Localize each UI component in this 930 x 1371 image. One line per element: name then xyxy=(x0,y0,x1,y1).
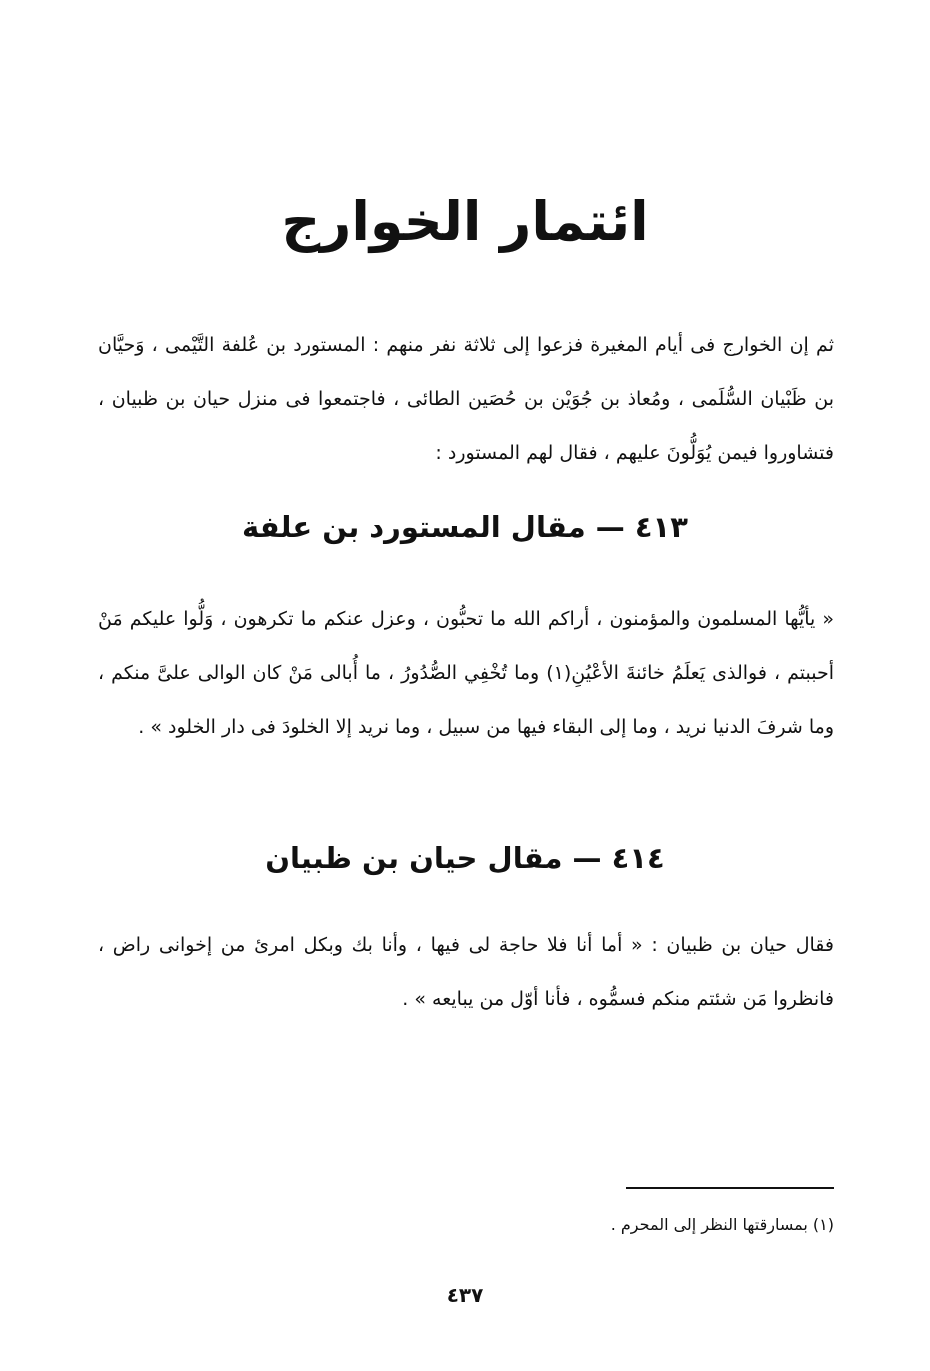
page-title: ائتمار الخوارج xyxy=(281,190,649,253)
footnote-divider xyxy=(626,1187,834,1189)
intro-paragraph: ثم إن الخوارج فى أيام المغيرة فزعوا إلى ثلاثة نفر منهم : المستورد بن عُلفة التَّيْمى ، وَحيَّان بن ظَبْيان السُّلَمى ، ومُعاذ بن جُوَيْن بن حُصَين الطائى ، فاجتمعوا فى منزل حيان بن ظبيان ، فتشاوروا فيمن يُوَلُّونَ عليهم ، فقال لهم المستورد : xyxy=(98,334,834,464)
section-text-413: « يأيُّها المسلمون والمؤمنون ، أراكم الله ما تحبُّون ، وعزل عنكم ما تكرهون ، وَلُّوا عليكم مَنْ أحببتم ، فوالذى يَعلَمُ خائنةَ الأعْيُنِ(١) وما تُخْفِي الصُّدُورُ ، ما أُبالى مَنْ كان الوالى علىَّ منكم ، وما شرفَ الدنيا نريد ، وما إلى البقاء فيها من سبيل ، وما نريد إلا الخلودَ فى دار الخلود » . xyxy=(98,608,834,738)
footnote: (١) بمسارقتها النظر إلى المحرم . xyxy=(610,1215,834,1234)
section-text-414: فقال حيان بن ظبيان : « أما أنا فلا حاجة لى فيها ، وأنا بك وبكل امرئ من إخوانى راض ، فانظروا مَن شئتم منكم فسمُّوه ، فأنا أوّل من يبايعه » . xyxy=(98,934,834,1010)
section-heading-413: ٤١٣ — مقال المستورد بن علفة xyxy=(242,510,688,544)
page-number: ٤٣٧ xyxy=(446,1283,484,1307)
section-heading-414: ٤١٤ — مقال حيان بن ظبيان xyxy=(265,841,665,875)
